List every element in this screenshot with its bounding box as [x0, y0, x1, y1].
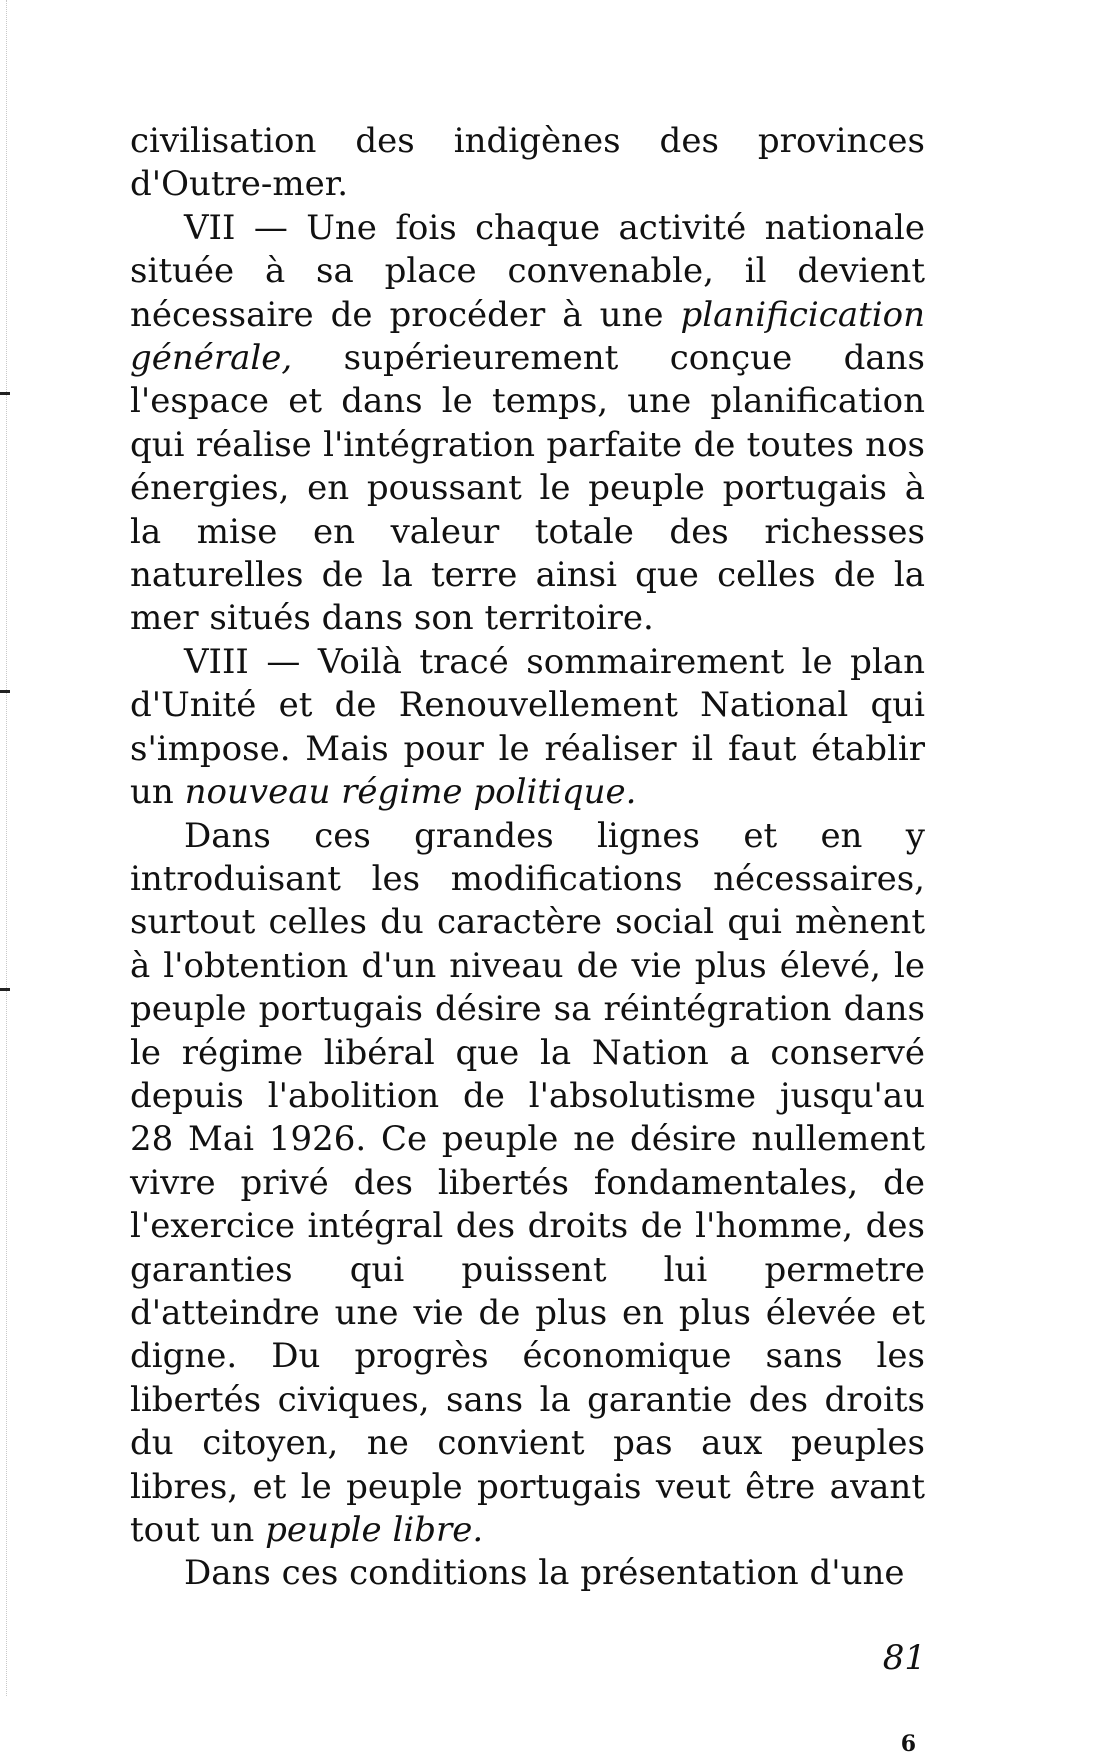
paragraph-5-text: Dans ces conditions la présentation d'une	[184, 1553, 905, 1594]
margin-tick-mark	[0, 690, 10, 693]
paragraph-viii	[130, 641, 925, 815]
margin-tick-mark	[0, 988, 10, 991]
paragraph-4-text-before: Dans ces grandes lignes et en y introduisant les modifications nécessaires, surtout celles du caractère social qui mènent à l'obtention d'un niveau de vie plus élevé, le peuple portugais désire sa réintégration dans le régime libéral que la Nation a conservé depuis l'abolition de l'absolutisme jusqu'au 28 Mai 1926. Ce peuple ne désire nullement vivre privé des libertés fondamentales, de l'exercice intégral des droits de l'homme, des garanties qui puissent lui permetre d'atteindre une vie de plus en plus élevée et digne. Du progrès économique sans les libertés civiques, sans la garantie des droits du citoyen, ne convient pas aux peuples libres, et le peuple portugais veut être avant tout un	[130, 815, 925, 1550]
page-number: 81	[882, 1638, 926, 1678]
paragraph-4-emphasis: peuple libre.	[265, 1510, 484, 1550]
signature-mark: 6	[900, 1731, 916, 1757]
paragraph-5	[130, 1552, 925, 1595]
page-left-edge	[0, 0, 7, 1696]
body-text	[130, 120, 925, 1596]
paragraph-vii	[130, 207, 925, 641]
paragraph-1-text: civilisation des indigènes des provinces d'Outre-mer.	[130, 121, 925, 205]
paragraph-4	[130, 815, 925, 1553]
paragraph-vii-text-after: supérieurement conçue dans l'espace et dans le temps, une planification qui réalise l'intégration parfaite de toutes nos énergies, en poussant le peuple portugais à la mise en valeur totale des richesses naturelles de la terre ainsi que celles de la mer situés dans son territoire.	[130, 338, 925, 639]
margin-tick-mark	[0, 392, 10, 395]
paragraph-viii-text-before: VIII — Voilà tracé sommairement le plan d'Unité et de Renouvellement National qui s'impose. Mais pour le réaliser il faut établir un	[130, 641, 925, 813]
paragraph-vii-text-before: VII — Une fois chaque activité nationale située à sa place convenable, il devient nécessaire de procéder à une	[130, 207, 925, 335]
paragraph-viii-emphasis: nouveau régime politique.	[184, 772, 637, 813]
paragraph-1	[130, 120, 925, 207]
paragraph-vii-emphasis: planificication générale,	[130, 294, 925, 379]
